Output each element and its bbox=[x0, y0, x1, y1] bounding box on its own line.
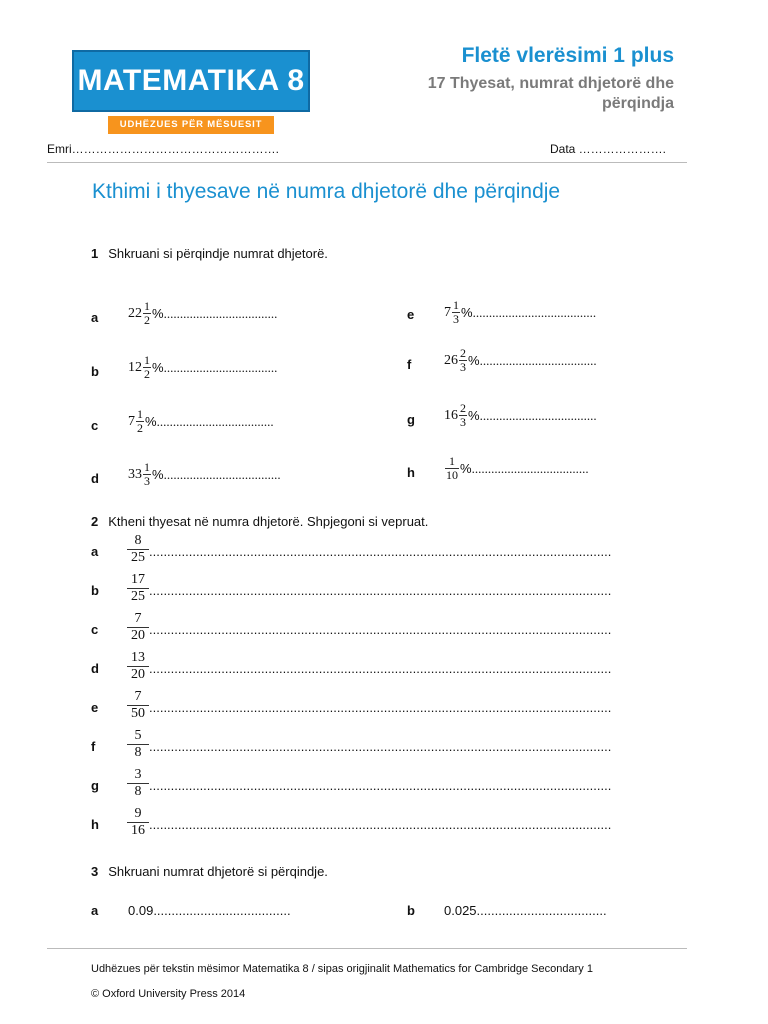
numerator: 1 bbox=[144, 299, 150, 313]
whole-part: 7 bbox=[128, 413, 135, 429]
fraction bbox=[452, 299, 460, 326]
fraction bbox=[459, 347, 467, 374]
mixed-number bbox=[128, 461, 281, 488]
numerator: 1 bbox=[137, 407, 143, 421]
logo-title: MATEMATIKA 8 bbox=[77, 64, 305, 97]
item-label: b bbox=[407, 903, 415, 918]
page-title: Kthimi i thyesave në numra dhjetorë dhe përqindje bbox=[92, 180, 561, 203]
denominator: 10 bbox=[446, 468, 458, 482]
question-text: Shkruani si përqindje numrat dhjetorë. bbox=[108, 246, 328, 261]
fraction bbox=[127, 728, 149, 761]
answer-line[interactable]: ................................................................................................................................ bbox=[149, 622, 612, 637]
fraction bbox=[127, 533, 149, 566]
whole-part: 7 bbox=[444, 304, 451, 320]
answer-line[interactable]: ................................................................................................................................ bbox=[149, 700, 612, 715]
answer-line[interactable]: .................................... bbox=[156, 413, 274, 429]
whole-part: 33 bbox=[128, 466, 142, 482]
denominator: 16 bbox=[127, 822, 149, 839]
whole-part: 26 bbox=[444, 352, 458, 368]
answer-line[interactable]: .................................... bbox=[163, 466, 281, 482]
fraction bbox=[143, 354, 151, 381]
header-divider bbox=[47, 162, 687, 163]
answer-line[interactable]: ................................................................................................................................ bbox=[149, 739, 612, 754]
whole-part: 12 bbox=[128, 359, 142, 375]
item-label: f bbox=[91, 739, 96, 754]
answer-line[interactable]: ................................................................................................................................ bbox=[149, 817, 612, 832]
date-field[interactable]: Data …………………. bbox=[550, 142, 667, 156]
percent-sign: % bbox=[460, 461, 472, 476]
footer-credit: Udhëzues për tekstin mësimor Matematika 8 / sipas origjinalit Mathematics for Cambridge Secondary 1 bbox=[91, 963, 593, 975]
mixed-number bbox=[444, 402, 597, 429]
question-text: Ktheni thyesat në numra dhjetorë. Shpjegoni si vepruat. bbox=[108, 514, 429, 529]
item-label: e bbox=[407, 307, 415, 322]
item-label: c bbox=[91, 418, 99, 433]
logo bbox=[72, 50, 310, 136]
item-label: h bbox=[407, 465, 415, 480]
question-2 bbox=[91, 514, 428, 529]
mixed-number bbox=[444, 347, 597, 374]
numerator: 8 bbox=[134, 533, 142, 548]
item-label: a bbox=[91, 903, 99, 918]
denominator: 8 bbox=[127, 783, 149, 800]
mixed-number bbox=[444, 299, 596, 326]
mixed-number bbox=[128, 300, 277, 327]
fraction bbox=[143, 300, 151, 327]
denominator: 25 bbox=[127, 588, 149, 605]
denominator: 20 bbox=[127, 666, 149, 683]
numerator: 1 bbox=[449, 454, 455, 468]
fraction bbox=[136, 408, 144, 435]
footer-divider bbox=[47, 948, 687, 949]
denominator: 3 bbox=[460, 360, 466, 374]
item-label: d bbox=[91, 661, 99, 676]
item-label: b bbox=[91, 583, 99, 598]
footer-copyright: © Oxford University Press 2014 bbox=[91, 988, 246, 1000]
denominator: 2 bbox=[144, 367, 150, 381]
answer-line[interactable]: ................................................................................................................................ bbox=[149, 661, 612, 676]
numerator: 7 bbox=[134, 689, 142, 704]
numerator: 13 bbox=[131, 650, 145, 665]
question-number: 2 bbox=[91, 514, 99, 529]
percent-sign: % bbox=[468, 353, 480, 368]
percent-sign: % bbox=[468, 408, 480, 423]
item-label: g bbox=[91, 778, 99, 793]
percent-sign: % bbox=[461, 305, 473, 320]
logo-subtitle: UDHËZUES PËR MËSUESIT bbox=[108, 116, 274, 134]
percent-sign: % bbox=[145, 414, 157, 429]
item-label: e bbox=[91, 700, 99, 715]
answer-line[interactable]: .................................... bbox=[479, 352, 597, 368]
fraction bbox=[127, 650, 149, 683]
fraction bbox=[127, 572, 149, 605]
answer-line[interactable]: .................................... bbox=[479, 407, 597, 423]
answer-line[interactable]: ................................................................................................................................ bbox=[149, 778, 612, 793]
denominator: 3 bbox=[460, 415, 466, 429]
item-label: c bbox=[91, 622, 99, 637]
numerator: 7 bbox=[134, 611, 142, 626]
question-1 bbox=[91, 246, 328, 261]
percent-sign: % bbox=[152, 360, 164, 375]
mixed-number bbox=[128, 354, 277, 381]
fraction bbox=[459, 402, 467, 429]
question-text: Shkruani numrat dhjetorë si përqindje. bbox=[108, 864, 328, 879]
denominator: 20 bbox=[127, 627, 149, 644]
item-label: a bbox=[91, 544, 99, 559]
answer-line[interactable]: ...................................... bbox=[472, 304, 597, 320]
fraction bbox=[127, 611, 149, 644]
percent-sign: % bbox=[152, 467, 164, 482]
fraction bbox=[127, 806, 149, 839]
answer-line[interactable]: ................................................................................................................................ bbox=[149, 544, 612, 559]
sheet-subtitle: 17 Thyesat, numrat dhjetorë dhe përqindja bbox=[427, 75, 674, 112]
question-number: 3 bbox=[91, 864, 99, 879]
item-label: a bbox=[91, 310, 99, 325]
mixed-number bbox=[128, 408, 274, 435]
answer-line[interactable]: .................................... bbox=[471, 460, 589, 476]
answer-line[interactable]: ................................... bbox=[163, 305, 278, 321]
answer-line[interactable]: 0.09...................................... bbox=[128, 903, 291, 918]
numerator: 1 bbox=[144, 353, 150, 367]
denominator: 2 bbox=[144, 313, 150, 327]
denominator: 25 bbox=[127, 549, 149, 566]
sheet-title: Fletë vlerësimi 1 plus bbox=[461, 44, 674, 67]
denominator: 2 bbox=[137, 421, 143, 435]
answer-line[interactable]: 0.025.................................... bbox=[444, 903, 607, 918]
fraction bbox=[143, 461, 151, 488]
item-label: f bbox=[407, 357, 412, 372]
fraction bbox=[127, 767, 149, 800]
whole-part: 16 bbox=[444, 407, 458, 423]
numerator: 5 bbox=[134, 728, 142, 743]
denominator: 50 bbox=[127, 705, 149, 722]
numerator: 1 bbox=[453, 298, 459, 312]
item-label: h bbox=[91, 817, 99, 832]
whole-part: 22 bbox=[128, 305, 142, 321]
answer-line[interactable]: ................................................................................................................................ bbox=[149, 583, 612, 598]
numerator: 9 bbox=[134, 806, 142, 821]
denominator: 3 bbox=[453, 312, 459, 326]
numerator: 2 bbox=[460, 346, 466, 360]
item-label: g bbox=[407, 412, 415, 427]
item-label: b bbox=[91, 364, 99, 379]
numerator: 1 bbox=[144, 460, 150, 474]
answer-line[interactable]: ................................... bbox=[163, 359, 278, 375]
fraction bbox=[127, 689, 149, 722]
question-3 bbox=[91, 864, 328, 879]
item-label: d bbox=[91, 471, 99, 486]
numerator: 17 bbox=[131, 572, 145, 587]
denominator: 8 bbox=[127, 744, 149, 761]
denominator: 3 bbox=[144, 474, 150, 488]
numerator: 3 bbox=[134, 767, 142, 782]
numerator: 2 bbox=[460, 401, 466, 415]
name-field[interactable]: Emri……………………………………………. bbox=[47, 142, 279, 156]
fraction bbox=[445, 455, 459, 482]
mixed-number bbox=[444, 455, 589, 482]
question-number: 1 bbox=[91, 246, 99, 261]
percent-sign: % bbox=[152, 306, 164, 321]
